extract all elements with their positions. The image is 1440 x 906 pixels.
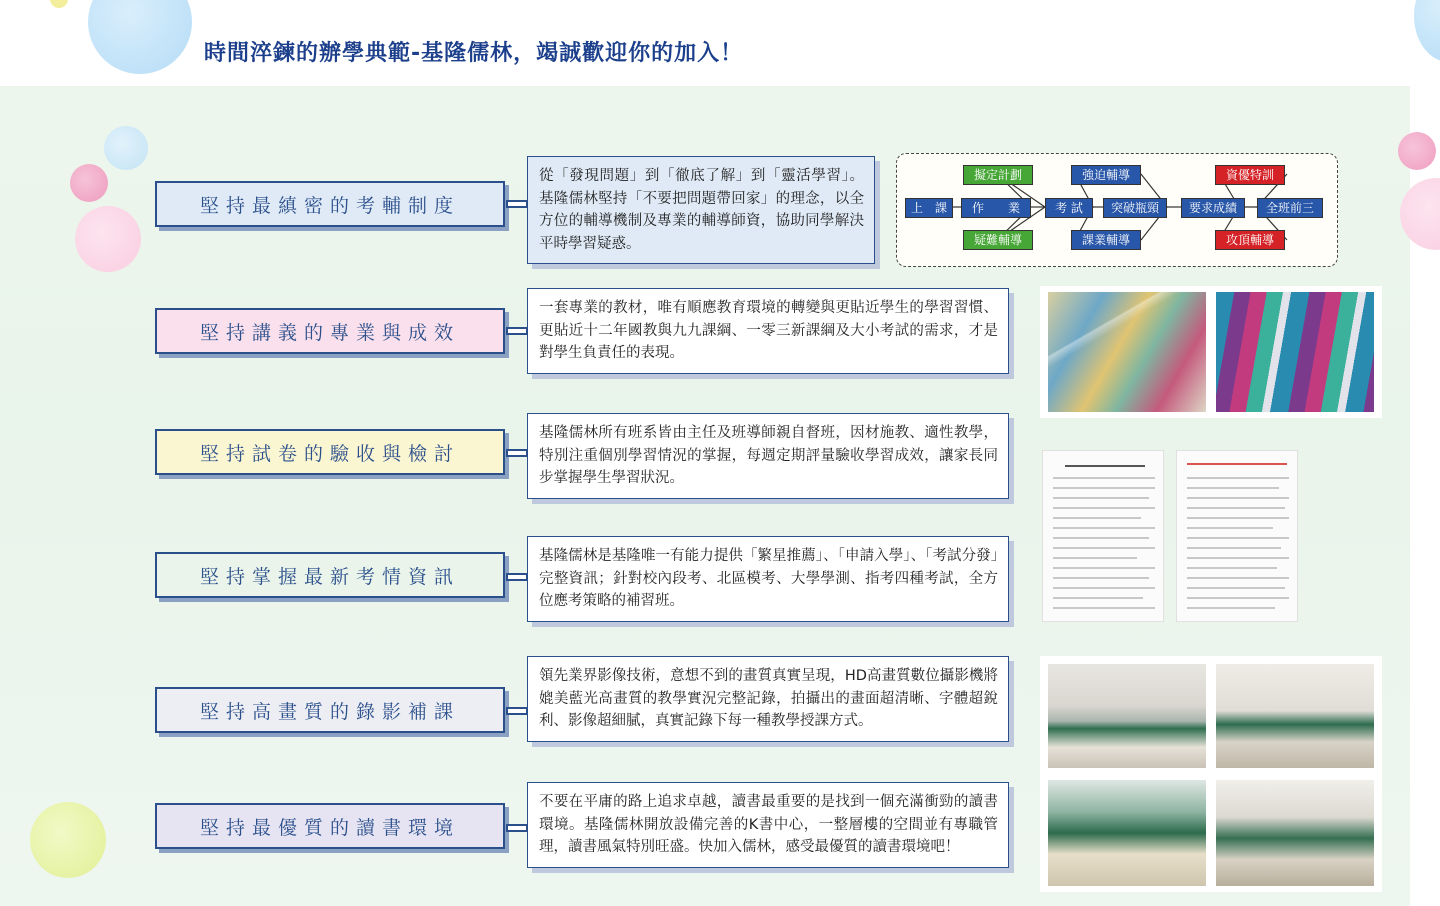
flow-node-difficulty: 疑難輔導	[963, 230, 1033, 250]
connector	[506, 327, 528, 335]
section-description-handouts: 一套專業的教材，唯有順應教育環境的轉變與更貼近學生的學習習慣、更貼近十二年國教與九九課綱、一零三新課綱及大小考試的需求，才是對學生負責任的表現。	[527, 288, 1009, 374]
section-label-video-makeup: 堅持高畫質的錄影補課	[155, 687, 505, 733]
classroom-photo	[1216, 664, 1374, 768]
classroom-photo	[1048, 664, 1206, 768]
flow-node-top3: 全班前三	[1257, 198, 1323, 218]
flow-node-homework: 作 業	[961, 198, 1031, 218]
section-description-video-makeup: 領先業界影像技術，意想不到的畫質真實呈現，HD高畫質數位攝影機將媲美藍光高畫質的教學實況完整記錄，拍攝出的畫面超清晰、字體超銳利、影像超細膩，真實記錄下每一種教學授課方式。	[527, 656, 1009, 742]
decorative-bubble	[75, 206, 141, 272]
flow-node-gifted: 資優特訓	[1215, 165, 1285, 185]
flow-node-enforced: 強迫輔導	[1071, 165, 1141, 185]
section-label-study-environment: 堅持最優質的讀書環境	[155, 803, 505, 849]
connector	[506, 573, 528, 581]
decorative-bubble	[104, 126, 148, 170]
decorative-bubble	[70, 164, 108, 202]
decorative-bubble	[30, 802, 106, 878]
section-label-exam-info: 堅持掌握最新考情資訊	[155, 552, 505, 598]
classroom-photo-panel	[1040, 656, 1382, 892]
connector	[506, 707, 528, 715]
section-label-exam-review: 堅持試卷的驗收與檢討	[155, 429, 505, 475]
connector	[506, 200, 528, 208]
exam-paper-photo	[1042, 450, 1164, 622]
flow-node-planning: 擬定計劃	[963, 165, 1033, 185]
decorative-bubble	[1414, 0, 1440, 62]
flow-node-peak: 攻頂輔導	[1215, 230, 1285, 250]
flow-node-grades: 要求成績	[1181, 198, 1245, 218]
classroom-photo	[1216, 780, 1374, 886]
section-description-exam-info: 基隆儒林是基隆唯一有能力提供「繁星推薦」、「申請入學」、「考試分發」完整資訊；針對校內段考、北區模考、大學學測、指考四種考試，全方位應考策略的補習班。	[527, 536, 1009, 622]
section-description-tutoring-system: 從「發現問題」到「徹底了解」到「靈活學習」。基隆儒林堅持「不要把問題帶回家」的理念，以全方位的輔導機制及專業的輔導師資，協助同學解決平時學習疑惑。	[527, 156, 875, 264]
handouts-photo	[1216, 292, 1374, 412]
exam-paper-photo	[1176, 450, 1298, 622]
flow-node-class: 上 課	[905, 198, 953, 218]
decorative-bubble	[1398, 132, 1436, 170]
decorative-bubble	[50, 0, 68, 8]
classroom-photo	[1048, 780, 1206, 886]
page-title: 時間淬鍊的辦學典範-基隆儒林，竭誠歡迎你的加入！	[204, 41, 744, 66]
flow-node-coursework: 課業輔導	[1071, 230, 1141, 250]
decorative-bubble	[88, 0, 192, 74]
section-label-tutoring-system: 堅持最縝密的考輔制度	[155, 181, 505, 227]
tutoring-flowchart	[896, 153, 1338, 267]
handouts-photo-panel	[1040, 286, 1382, 418]
connector	[506, 449, 528, 457]
section-label-handouts: 堅持講義的專業與成效	[155, 308, 505, 354]
connector	[506, 824, 528, 832]
handouts-photo	[1048, 292, 1206, 412]
flow-node-breakthrough: 突破瓶頸	[1103, 198, 1167, 218]
section-description-exam-review: 基隆儒林所有班系皆由主任及班導師親自督班，因材施教、適性教學，特別注重個別學習情況的掌握，每週定期評量驗收學習成效，讓家長同步掌握學生學習狀況。	[527, 413, 1009, 499]
section-description-study-environment: 不要在平庸的路上追求卓越，讀書最重要的是找到一個充滿衝勁的讀書環境。基隆儒林開放設備完善的K書中心，一整層樓的空間並有專職管理，讀書風氣特別旺盛。快加入儒林，感受最優質的讀書環境吧！	[527, 782, 1009, 868]
flow-node-exam: 考 試	[1045, 198, 1093, 218]
